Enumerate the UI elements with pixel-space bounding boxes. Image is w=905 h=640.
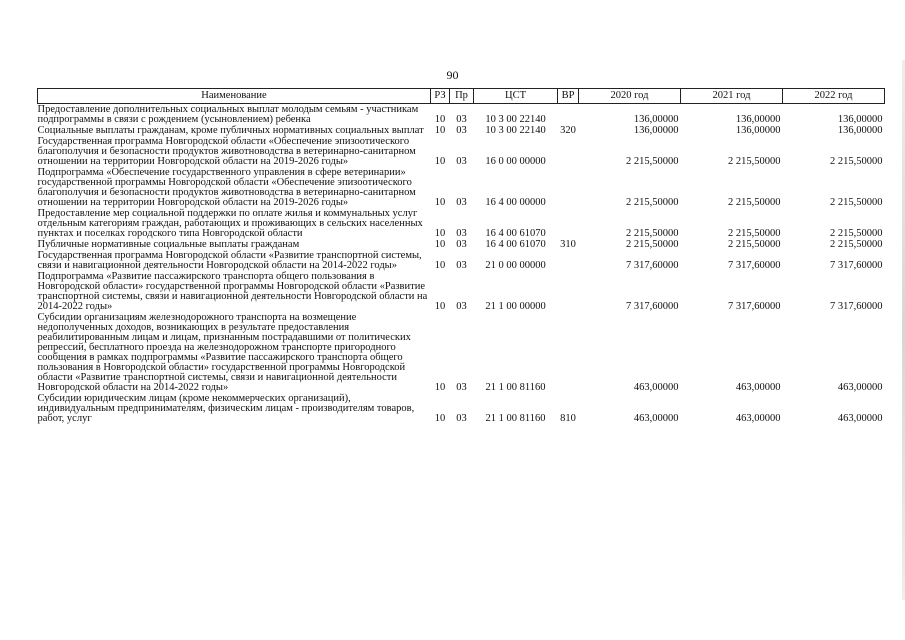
cell-vr (558, 167, 579, 208)
cell-cst: 16 4 00 61070 (485, 239, 546, 250)
table-row (38, 239, 885, 250)
cell-name: Публичные нормативные социальные выплаты гражданам (37, 239, 300, 250)
cell-name: Субсидии юридическим лицам (кроме некоммерческих организаций), индивидуальным предпринимателям, физическим лицам - производителям товаров, работ, услуг (37, 393, 415, 424)
cell-y2020: 2 215,50000 (626, 197, 679, 208)
cell-pr: 03 (456, 197, 467, 208)
cell-y2021: 463,00000 (735, 413, 781, 424)
cell-pr: 03 (456, 228, 467, 239)
cell-y2022: 463,00000 (837, 382, 883, 393)
cell-pr: 03 (456, 413, 467, 424)
cell-vr (558, 136, 579, 167)
cell-cst: 16 4 00 00000 (485, 197, 546, 208)
header-2021: 2021 год (681, 89, 783, 104)
header-pr: Пр (450, 89, 474, 104)
cell-rz: 10 (434, 260, 446, 271)
cell-rz: 10 (434, 197, 446, 208)
table-row (38, 312, 885, 393)
page-number: 90 (446, 68, 459, 82)
cell-y2021: 7 317,60000 (728, 301, 781, 312)
table-header-row (38, 89, 885, 104)
table-row (38, 104, 885, 126)
cell-name: Социальные выплаты гражданам, кроме публичных нормативных социальных выплат (37, 125, 424, 136)
cell-rz: 10 (434, 228, 446, 239)
table-row (38, 136, 885, 167)
cell-y2022: 136,00000 (837, 125, 883, 136)
cell-vr (558, 104, 579, 126)
cell-y2022: 463,00000 (837, 413, 883, 424)
cell-vr: 310 (560, 239, 576, 250)
cell-vr: 810 (560, 413, 576, 424)
table-row (38, 125, 885, 136)
cell-y2021: 136,00000 (735, 114, 781, 125)
cell-name: Субсидии организациям железнодорожного транспорта на возмещение недополученных доходов, возникающих в результате предоставления реабилитированным лицам и лицам, признанным пострадавшими от политических репрессий, бесплатного проезда на железнодорожном транспорте пригородного сообщения в рамках подпрограммы «Развитие пассажирского транспорта общего пользования в Новгородской области» государственной программы Новгородской области «Развитие транспортной системы, связи и навигационной деятельности Новгородской области на 2014-2022 годы» (37, 312, 411, 393)
cell-y2020: 7 317,60000 (626, 260, 679, 271)
cell-vr (558, 271, 579, 312)
header-2020: 2020 год (579, 89, 681, 104)
cell-rz: 10 (434, 382, 446, 393)
cell-pr: 03 (456, 239, 467, 250)
cell-cst: 16 4 00 61070 (485, 228, 546, 239)
table-row (38, 208, 885, 239)
cell-cst: 16 0 00 00000 (485, 156, 546, 167)
cell-pr: 03 (456, 125, 467, 136)
cell-rz: 10 (434, 239, 446, 250)
cell-rz: 10 (434, 413, 446, 424)
cell-name: Подпрограмма «Обеспечение государственного управления в сфере ветеринарии» государственной программы Новгородской области «Обеспечение эпизоотического благополучия и безопасности продуктов животноводства в ветеринарно-санитарном отношении на территории Новгородской области на 2019-2026 годы» (37, 167, 416, 208)
cell-y2021: 2 215,50000 (728, 228, 781, 239)
cell-pr: 03 (456, 114, 467, 125)
cell-vr (558, 250, 579, 271)
cell-y2021: 2 215,50000 (728, 156, 781, 167)
header-rz: РЗ (431, 89, 450, 104)
cell-pr: 03 (456, 301, 467, 312)
cell-rz: 10 (434, 114, 446, 125)
cell-y2022: 2 215,50000 (830, 197, 883, 208)
table-body (38, 104, 885, 425)
cell-vr (558, 312, 579, 393)
cell-rz: 10 (434, 301, 446, 312)
cell-y2020: 2 215,50000 (626, 228, 679, 239)
cell-name: Подпрограмма «Развитие пассажирского транспорта общего пользования в Новгородской области» государственной программы Новгородской области «Развитие транспортной системы, связи и навигационной деятельности Новгородской области на 2014-2022 годы» (37, 271, 428, 312)
cell-pr: 03 (456, 156, 467, 167)
cell-y2021: 136,00000 (735, 125, 781, 136)
cell-cst: 21 0 00 00000 (485, 260, 546, 271)
cell-vr (558, 208, 579, 239)
cell-y2020: 7 317,60000 (626, 301, 679, 312)
cell-cst: 21 1 00 81160 (485, 382, 546, 393)
cell-name: Государственная программа Новгородской области «Развитие транспортной системы, связи и навигационной деятельности Новгородской области на 2014-2022 годы» (37, 250, 422, 271)
cell-y2020: 136,00000 (633, 125, 679, 136)
cell-y2020: 2 215,50000 (626, 239, 679, 250)
cell-rz: 10 (434, 125, 446, 136)
cell-cst: 21 1 00 00000 (485, 301, 546, 312)
table-row (38, 250, 885, 271)
header-name: Наименование (38, 89, 431, 104)
cell-pr: 03 (456, 260, 467, 271)
cell-y2020: 2 215,50000 (626, 156, 679, 167)
cell-y2022: 2 215,50000 (830, 228, 883, 239)
cell-y2020: 463,00000 (633, 413, 679, 424)
cell-y2021: 2 215,50000 (728, 197, 781, 208)
table-row (38, 271, 885, 312)
cell-cst: 10 3 00 22140 (485, 125, 546, 136)
cell-y2020: 463,00000 (633, 382, 679, 393)
header-cst: ЦСТ (474, 89, 558, 104)
cell-y2022: 7 317,60000 (830, 260, 883, 271)
header-2022: 2022 год (783, 89, 885, 104)
cell-cst: 10 3 00 22140 (485, 114, 546, 125)
header-vr: ВР (558, 89, 579, 104)
cell-name: Предоставление дополнительных социальных выплат молодым семьям - участникам подпрограммы в связи с рождением (усыновлением) ребенка (37, 104, 419, 125)
cell-y2021: 2 215,50000 (728, 239, 781, 250)
cell-name: Предоставление мер социальной поддержки по оплате жилья и коммунальных услуг отдельным категориям граждан, работающих и проживающих в сельских населенных пунктах и поселках городского типа Новгородской области (37, 208, 423, 239)
cell-y2022: 2 215,50000 (830, 156, 883, 167)
cell-vr: 320 (560, 125, 576, 136)
cell-y2022: 136,00000 (837, 114, 883, 125)
cell-y2020: 136,00000 (633, 114, 679, 125)
table-row (38, 167, 885, 208)
cell-y2022: 7 317,60000 (830, 301, 883, 312)
cell-y2022: 2 215,50000 (830, 239, 883, 250)
cell-name: Государственная программа Новгородской области «Обеспечение эпизоотического благополучия и безопасности продуктов животноводства в ветеринарно-санитарном отношении на территории Новгородской области на 2019-2026 годы» (37, 136, 416, 167)
budget-table (37, 88, 885, 424)
cell-rz: 10 (434, 156, 446, 167)
cell-y2021: 7 317,60000 (728, 260, 781, 271)
cell-pr: 03 (456, 382, 467, 393)
cell-cst: 21 1 00 81160 (485, 413, 546, 424)
table-row (38, 393, 885, 424)
cell-y2021: 463,00000 (735, 382, 781, 393)
